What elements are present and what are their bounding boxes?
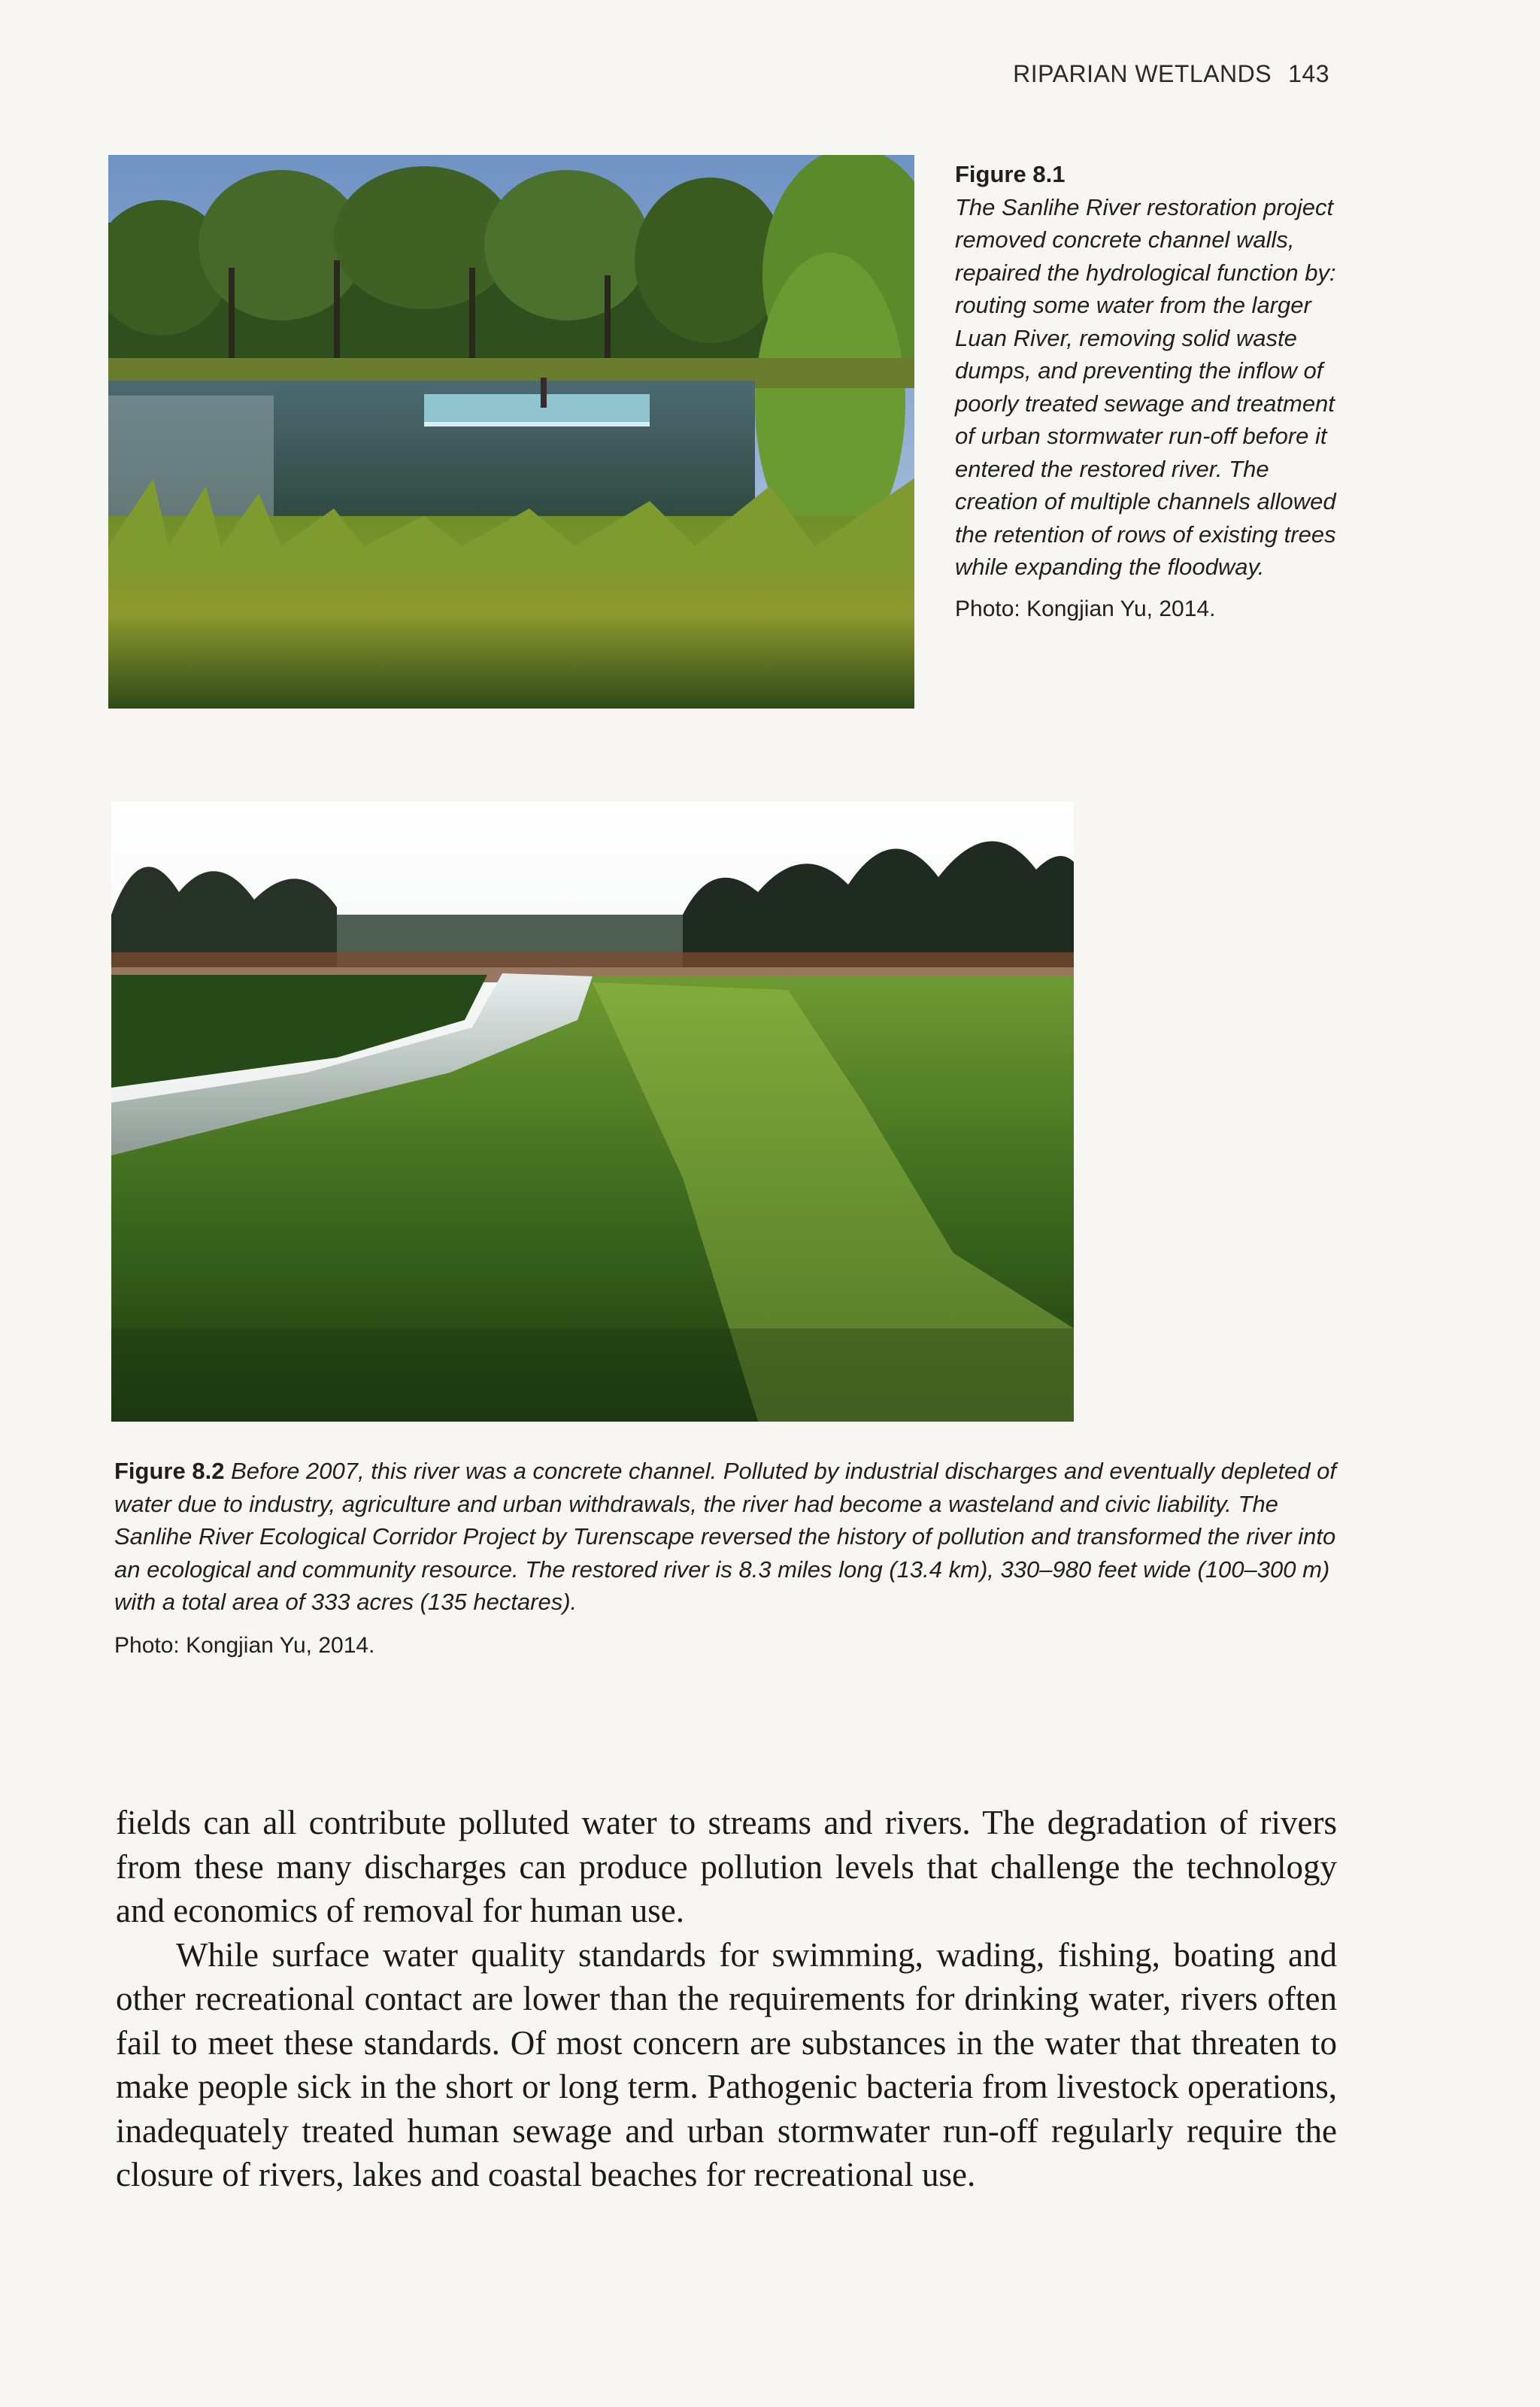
figure-8-1-photo [108,155,914,709]
body-paragraph-2: While surface water quality standards for swimming, wading, fishing, boating and other recreational contact are lower than the requirements for drinking water, rivers often fail to meet these standards. Of most concern are substances in the water that threaten to make people sick in the short or long term. Pathogenic bacteria from livestock operations, inadequately treated human sewage and urban stormwater run-off regularly require the closure of rivers, lakes and coastal beaches for recreational use. [116,1935,1337,2193]
page-number: 143 [1288,60,1329,87]
figure-8-2-caption-text: Before 2007, this river was a concrete channel. Polluted by industrial discharges and eventually depleted of water due to industry, agriculture and urban withdrawals, the river had become a wasteland and civic liability. The Sanlihe River Ecological Corridor Project by Turenscape reversed the history of pollution and transformed the river into an ecological and community resource. The restored river is 8.3 miles long (13.4 km), 330–980 feet wide (100–300 m) with a total area of 333 acres (135 hectares). [114,1458,1337,1615]
figure-8-1-credit: Photo: Kongjian Yu, 2014. [955,596,1216,621]
running-head-title: RIPARIAN WETLANDS [1013,60,1272,87]
body-text [116,1801,1337,2197]
figure-8-2-caption [114,1455,1348,1662]
figure-8-2-credit: Photo: Kongjian Yu, 2014. [114,1632,375,1658]
running-head [1013,60,1329,88]
figure-8-1-caption [955,158,1346,625]
figure-8-1-label: Figure 8.1 [955,161,1066,187]
body-paragraph-1: fields can all contribute polluted water to streams and rivers. The degradation of rivers from these many discharges can produce pollution levels that challenge the technology and economics of removal for human use. [116,1804,1337,1929]
figure-8-2-photo [111,802,1074,1422]
figure-8-2-label: Figure 8.2 [114,1458,225,1484]
figure-8-1-caption-text: The Sanlihe River restoration project removed concrete channel walls, repaired the hydrological function by: routing some water from the larger Luan River, removing solid waste dumps, and preventing the inflow of poorly treated sewage and treatment of urban stormwater run-off before it entered the restored river. The creation of multiple channels allowed the retention of rows of existing trees while expanding the floodway. [955,193,1336,580]
